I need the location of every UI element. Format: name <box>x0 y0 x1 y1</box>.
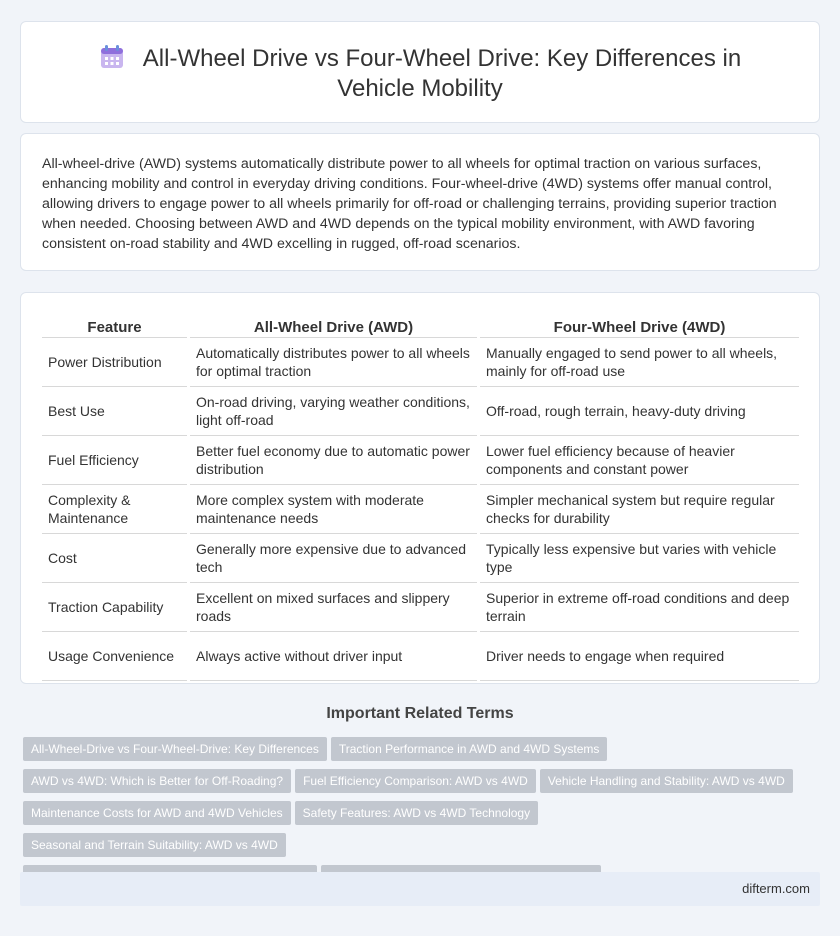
related-term-link[interactable]: Fuel Efficiency Comparison: AWD vs 4WD <box>295 769 536 793</box>
header-card <box>20 21 820 123</box>
fwd-cell: Lower fuel efficiency because of heavier components and constant power <box>480 436 799 485</box>
table-row <box>42 387 799 436</box>
feature-cell: Usage Convenience <box>42 632 187 681</box>
feature-cell: Power Distribution <box>42 338 187 387</box>
awd-cell: Always active without driver input <box>190 632 477 681</box>
intro-paragraph: All-wheel-drive (AWD) systems automatically distribute power to all wheels for optimal traction on various surfaces, enhancing mobility and control in everyday driving conditions. Four-wheel-drive (4WD) systems offer manual control, allowing drivers to engage power to all wheels primarily for off-road or challenging terrains, providing superior traction when needed. Choosing between AWD and 4WD depends on the typical mobility environment, with AWD favoring consistent on-road stability and 4WD excelling in rugged, off-road scenarios. <box>42 156 777 252</box>
related-term-link[interactable]: Vehicle Handling and Stability: AWD vs 4WD <box>540 769 793 793</box>
fwd-cell: Driver needs to engage when required <box>480 632 799 681</box>
table-header-feature: Feature <box>42 315 187 338</box>
feature-cell: Traction Capability <box>42 583 187 632</box>
table-row <box>42 338 799 387</box>
page-title-text: All-Wheel Drive vs Four-Wheel Drive: Key Differences in Vehicle Mobility <box>142 45 742 102</box>
table-row <box>42 534 799 583</box>
comparison-table <box>42 315 799 681</box>
awd-cell: More complex system with moderate maintenance needs <box>190 485 477 534</box>
page-title <box>21 44 819 104</box>
footer <box>20 872 820 906</box>
feature-cell: Best Use <box>42 387 187 436</box>
intro-card <box>20 133 820 271</box>
feature-cell: Cost <box>42 534 187 583</box>
feature-cell: Fuel Efficiency <box>42 436 187 485</box>
awd-cell: Generally more expensive due to advanced tech <box>190 534 477 583</box>
comparison-card <box>20 292 820 684</box>
feature-cell: Complexity & Maintenance <box>42 485 187 534</box>
table-row <box>42 583 799 632</box>
fwd-cell: Off-road, rough terrain, heavy-duty driving <box>480 387 799 436</box>
awd-cell: Excellent on mixed surfaces and slippery roads <box>190 583 477 632</box>
awd-cell: Automatically distributes power to all wheels for optimal traction <box>190 338 477 387</box>
footer-site-link[interactable]: difterm.com <box>742 881 810 896</box>
fwd-cell: Superior in extreme off-road conditions and deep terrain <box>480 583 799 632</box>
table-row <box>42 485 799 534</box>
table-header-4wd: Four-Wheel Drive (4WD) <box>480 315 799 338</box>
related-term-link[interactable]: All-Wheel-Drive vs Four-Wheel-Drive: Key Differences <box>23 737 327 761</box>
table-row <box>42 436 799 485</box>
related-term-link[interactable]: Traction Performance in AWD and 4WD Systems <box>331 737 608 761</box>
table-header-awd: All-Wheel Drive (AWD) <box>190 315 477 338</box>
related-term-link[interactable]: Seasonal and Terrain Suitability: AWD vs 4WD <box>23 833 286 857</box>
table-header-row <box>42 315 799 338</box>
fwd-cell: Simpler mechanical system but require regular checks for durability <box>480 485 799 534</box>
awd-cell: Better fuel economy due to automatic power distribution <box>190 436 477 485</box>
fwd-cell: Manually engaged to send power to all wheels, mainly for off-road use <box>480 338 799 387</box>
related-terms-heading: Important Related Terms <box>326 705 514 722</box>
calendar-icon <box>99 44 125 70</box>
related-term-link[interactable]: Maintenance Costs for AWD and 4WD Vehicles <box>23 801 291 825</box>
fwd-cell: Typically less expensive but varies with vehicle type <box>480 534 799 583</box>
awd-cell: On-road driving, varying weather conditions, light off-road <box>190 387 477 436</box>
related-term-link[interactable]: AWD vs 4WD: Which is Better for Off-Roading? <box>23 769 291 793</box>
table-row <box>42 632 799 681</box>
related-term-link[interactable]: Safety Features: AWD vs 4WD Technology <box>295 801 538 825</box>
